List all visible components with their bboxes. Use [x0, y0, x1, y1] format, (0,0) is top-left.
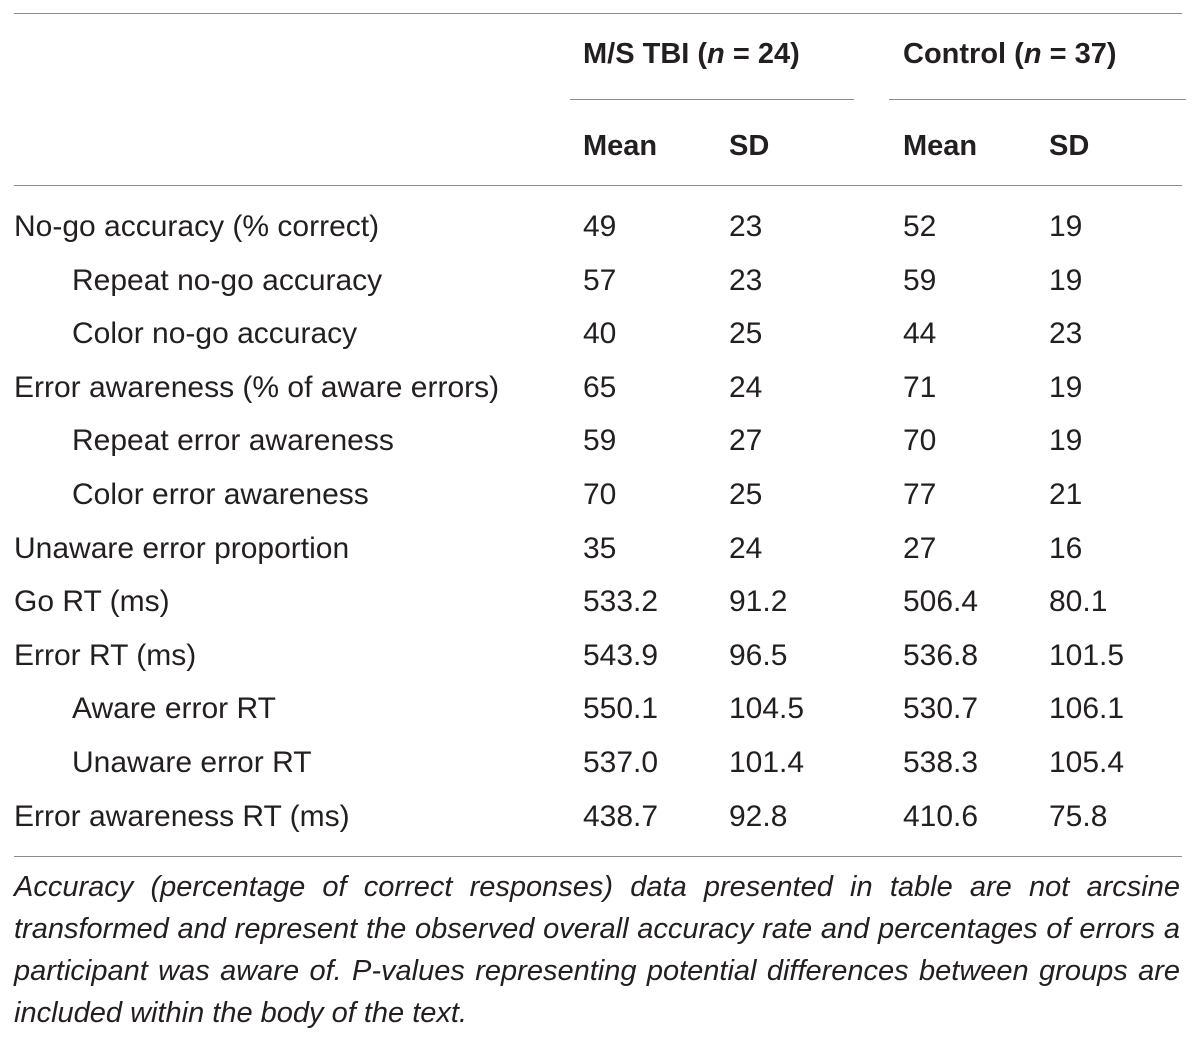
table-bottom-rule [14, 856, 1182, 857]
row-label: Unaware error RT [72, 746, 312, 779]
row-label: Color no-go accuracy [72, 317, 358, 350]
cell-control-sd: 21 [1049, 478, 1083, 511]
cell-tbi-sd: 25 [729, 478, 763, 511]
cell-control-mean: 70 [903, 424, 937, 457]
cell-control-sd: 19 [1049, 210, 1083, 243]
cell-tbi-sd: 25 [729, 317, 763, 350]
cell-control-mean: 71 [903, 371, 937, 404]
cell-control-mean: 538.3 [903, 746, 979, 779]
group-header-tbi [583, 36, 800, 72]
cell-tbi-sd: 91.2 [729, 585, 788, 618]
cell-tbi-sd: 24 [729, 532, 763, 565]
cell-tbi-mean: 533.2 [583, 585, 659, 618]
row-label: Error awareness RT (ms) [14, 800, 350, 833]
subheader-control-mean: Mean [903, 130, 978, 162]
row-label: Go RT (ms) [14, 585, 170, 618]
cell-control-sd: 19 [1049, 424, 1083, 457]
header-bottom-rule [14, 185, 1182, 186]
group2-underline [889, 99, 1186, 100]
row-label: Color error awareness [72, 478, 369, 511]
cell-control-sd: 105.4 [1049, 746, 1125, 779]
cell-control-mean: 77 [903, 478, 937, 511]
subheader-tbi-mean: Mean [583, 130, 658, 162]
cell-control-mean: 27 [903, 532, 937, 565]
cell-control-mean: 44 [903, 317, 937, 350]
subheader-control-sd: SD [1049, 130, 1090, 162]
cell-control-mean: 59 [903, 264, 937, 297]
row-label: Unaware error proportion [14, 532, 350, 565]
cell-control-mean: 52 [903, 210, 937, 243]
cell-tbi-sd: 104.5 [729, 692, 805, 725]
cell-tbi-sd: 92.8 [729, 800, 788, 833]
cell-tbi-mean: 550.1 [583, 692, 659, 725]
group-header-tbi-n: n [707, 38, 725, 70]
group1-underline [570, 99, 854, 100]
cell-tbi-sd: 23 [729, 264, 763, 297]
cell-tbi-mean: 543.9 [583, 639, 659, 672]
table-footnote: Accuracy (percentage of correct responses) data presented in table are not arcsine transformed and represent the observed overall accuracy rate and percentages of errors a participant was aware of. P-values representing potential differences between groups are included within the body of the text. [14, 871, 1180, 1029]
cell-tbi-mean: 40 [583, 317, 617, 350]
cell-control-mean: 410.6 [903, 800, 979, 833]
group-header-tbi-pre: M/S TBI ( [583, 38, 708, 70]
row-label: No-go accuracy (% correct) [14, 210, 380, 243]
cell-tbi-sd: 101.4 [729, 746, 805, 779]
cell-tbi-mean: 57 [583, 264, 617, 297]
group-header-control-pre: Control ( [903, 38, 1024, 70]
row-label: Repeat error awareness [72, 424, 394, 457]
cell-tbi-mean: 49 [583, 210, 617, 243]
cell-tbi-mean: 537.0 [583, 746, 659, 779]
cell-control-mean: 506.4 [903, 585, 979, 618]
cell-tbi-mean: 65 [583, 371, 617, 404]
subheader-tbi-sd: SD [729, 130, 770, 162]
row-label: Error awareness (% of aware errors) [14, 371, 500, 404]
cell-control-sd: 106.1 [1049, 692, 1125, 725]
cell-tbi-mean: 438.7 [583, 800, 659, 833]
cell-tbi-mean: 35 [583, 532, 617, 565]
row-label: Error RT (ms) [14, 639, 197, 672]
cell-tbi-sd: 96.5 [729, 639, 788, 672]
cell-tbi-mean: 59 [583, 424, 617, 457]
group-header-control-post: = 37) [1041, 38, 1117, 70]
cell-control-sd: 23 [1049, 317, 1083, 350]
group-header-control-n: n [1023, 38, 1042, 70]
cell-tbi-sd: 23 [729, 210, 763, 243]
cell-tbi-mean: 70 [583, 478, 617, 511]
cell-control-sd: 80.1 [1049, 585, 1108, 618]
group-header-tbi-post: = 24) [724, 38, 800, 70]
cell-control-mean: 530.7 [903, 692, 979, 725]
cell-control-sd: 16 [1049, 532, 1083, 565]
row-label: Repeat no-go accuracy [72, 264, 383, 297]
cell-tbi-sd: 24 [729, 371, 763, 404]
row-label: Aware error RT [72, 692, 276, 725]
cell-control-mean: 536.8 [903, 639, 979, 672]
group-header-control [903, 36, 1117, 72]
cell-tbi-sd: 27 [729, 424, 763, 457]
cell-control-sd: 75.8 [1049, 800, 1108, 833]
cell-control-sd: 101.5 [1049, 639, 1125, 672]
cell-control-sd: 19 [1049, 264, 1083, 297]
cell-control-sd: 19 [1049, 371, 1083, 404]
top-rule [14, 13, 1182, 14]
